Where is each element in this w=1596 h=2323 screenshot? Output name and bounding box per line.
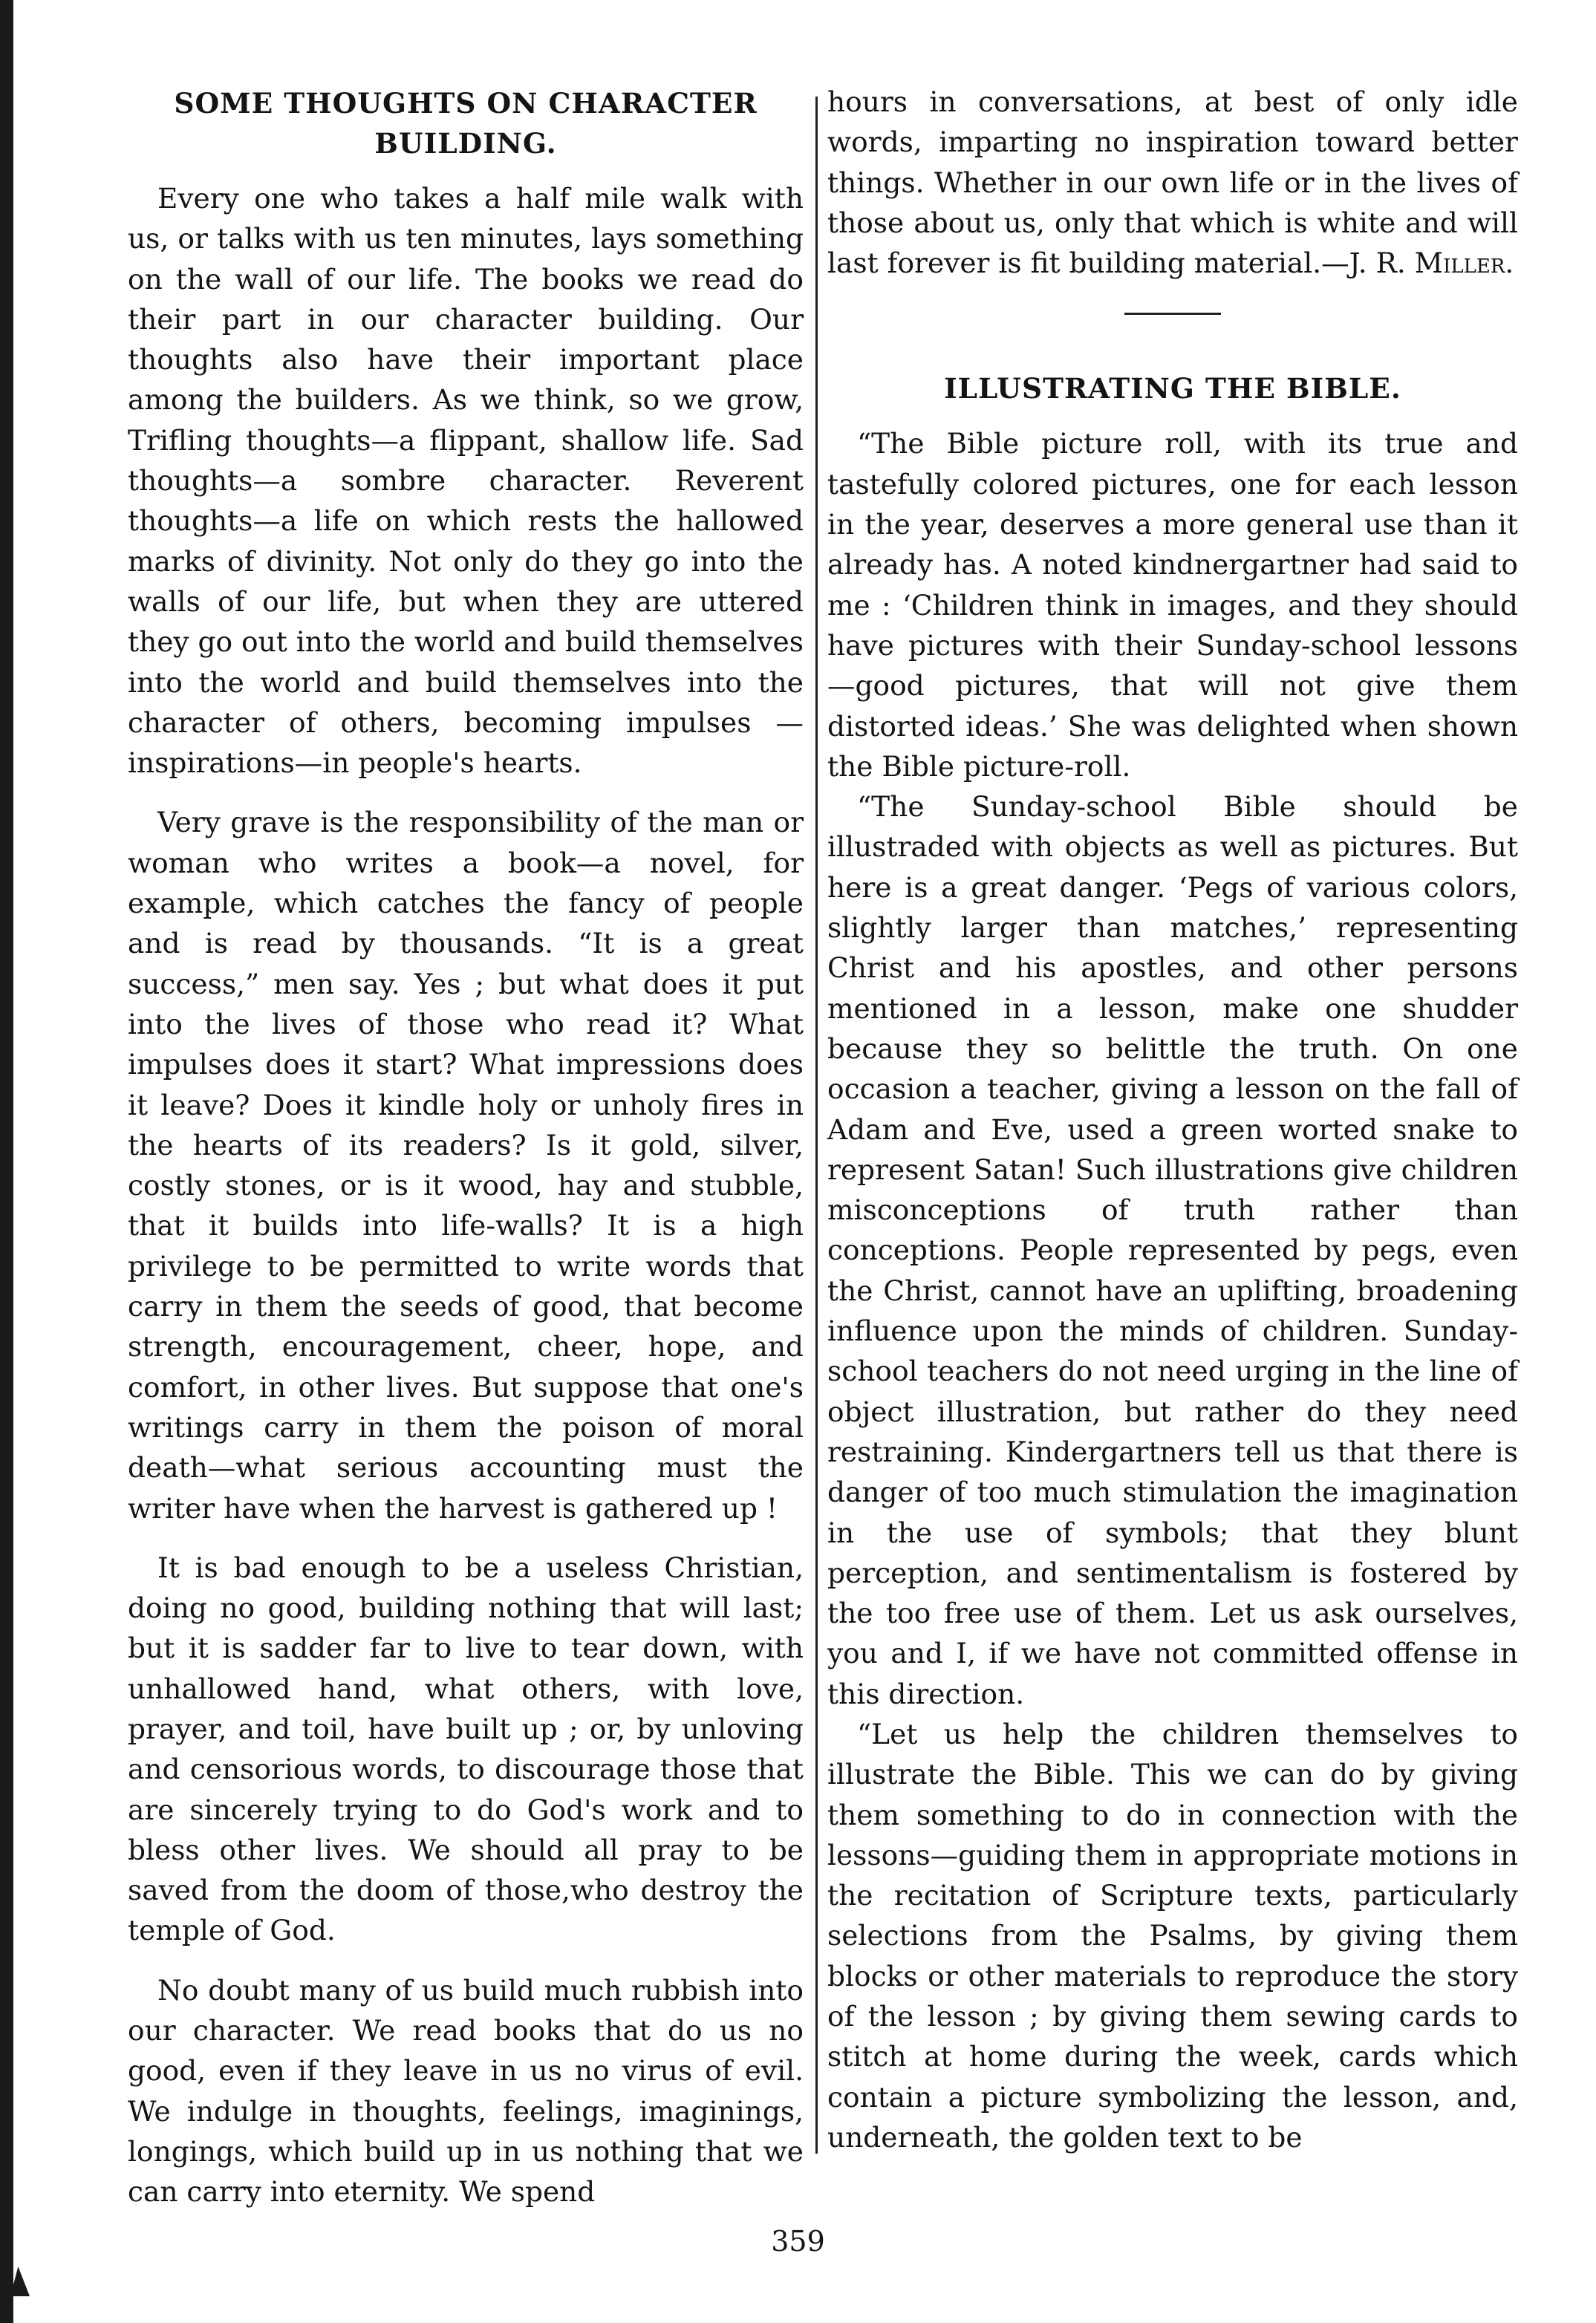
paragraph: Every one who takes a half mile walk with us, or talks with us ten minutes, lays something on the wall of our life. The books we read do their part in our character building. Our thoughts also have their important place among the builders. As we think, so we grow, Trifling thoughts—a flippant, shallow life. Sad thoughts—a sombre character. Reverent thoughts—a life on which rests the hallowed marks of divinity. Not only do they go into the walls of our life, but when they are uttered they go out into the world and build themselves into the world and build themselves into the character of others, becoming impulses —inspirations—in people's hearts.	[128, 182, 804, 780]
title-line-2: BUILDING.	[374, 127, 557, 160]
column-divider	[815, 97, 818, 2154]
paragraph: “Let us help the children themselves to illustrate the Bible. This we can do by giving them something to do in connection with the lessons—guiding them in appropriate motions in the recitation of Scripture texts, particularly selections from the Psalms, by giving them blocks or other materials to reproduce the story of the lesson ; by giving them sewing cards to stitch at home during the week, cards which contain a picture symbolizing the lesson, and, underneath, the golden text to be	[827, 1717, 1518, 2154]
author-signature: Miller.	[1414, 247, 1514, 280]
page-number: 359	[771, 2225, 825, 2258]
paragraph: “The Bible picture roll, with its true and tastefully colored pictures, one for each lesson in the year, deserves a more general use than it already has. A noted kindnergartner had said to me : ‘Children think in images, and they should have pictures with their Sunday-school lessons—good pictures, that will not give them distorted ideas.’ She was delighted when shown the Bible picture-roll.	[827, 427, 1518, 783]
paragraph: It is bad enough to be a useless Christian, doing no good, building nothing that will last; but it is sadder far to live to tear down, with unhallowed hand, what others, with love, prayer, and toil, have built up ; or, by unloving and censorious words, to discourage those that are sincerely trying to do God's work and to bless other lives. We should all pray to be saved from the doom of those,who destroy the temple of God.	[128, 1551, 804, 1947]
paragraph: “The Sunday-school Bible should be illustraded with objects as well as pictures. But here is a great danger. ‘Pegs of various colors, slightly larger than matches,’ representing Christ and his apostles, and other persons mentioned in a lesson, make one shudder because they so belittle the truth. On one occasion a teacher, giving a lesson on the fall of Adam and Eve, used a green worted snake to represent Satan! Such illustrations give children misconceptions of truth rather than conceptions. People represented by pegs, even the Christ, cannot have an uplifting, broadening influence upon the minds of children. Sunday-school teachers do not need urging in the line of object illustration, but rather do they need restraining. Kindergartners tell us that there is danger of too much stimulation the imagination in the use of symbols; that they blunt perception, and sentimentalism is fostered by the too free use of them. Let us ask ourselves, you and I, if we have not committed offense in this direction.	[827, 790, 1518, 1710]
article-title-character-building	[128, 83, 804, 163]
right-column	[827, 82, 1518, 2157]
title-line-1: SOME THOUGHTS ON CHARACTER	[174, 87, 758, 120]
paragraph: Very grave is the responsibility of the man or woman who writes a book—a novel, for example, which catches the fancy of people and is read by thousands. “It is a great success,” men say. Yes ; but what does it put into the lives of those who read it? What impulses does it start? What impressions does it leave? Does it kindle holy or unholy fires in the hearts of its readers? Is it gold, silver, costly stones, or is it wood, hay and stubble, that it builds into life-walls? It is a high privilege to be permitted to write words that carry in them the seeds of good, that become strength, encouragement, cheer, hope, and comfort, in other lives. But suppose that one's writings carry in them the poison of moral death—what serious accounting must the writer have when the harvest is gathered up !	[128, 806, 804, 1525]
continuation-text: hours in conversations, at best of only idle words, imparting no inspiration toward better things. Whether in our own life or in the lives of those about us, only that which is white and will last forever is fit building material.—J. R.	[827, 85, 1518, 280]
binding-edge	[0, 0, 13, 2323]
left-column	[128, 83, 804, 2212]
article-title-illustrating-bible: ILLUSTRATING THE BIBLE.	[944, 372, 1401, 405]
paragraph: No doubt many of us build much rubbish into our character. We read books that do us no good, even if they leave in us no virus of evil. We indulge in thoughts, feelings, imaginings, longings, which build up in us nothing that we can carry into eternity. We spend	[128, 1973, 804, 2209]
section-rule	[1124, 313, 1221, 315]
paragraph-continuation	[827, 82, 1518, 283]
